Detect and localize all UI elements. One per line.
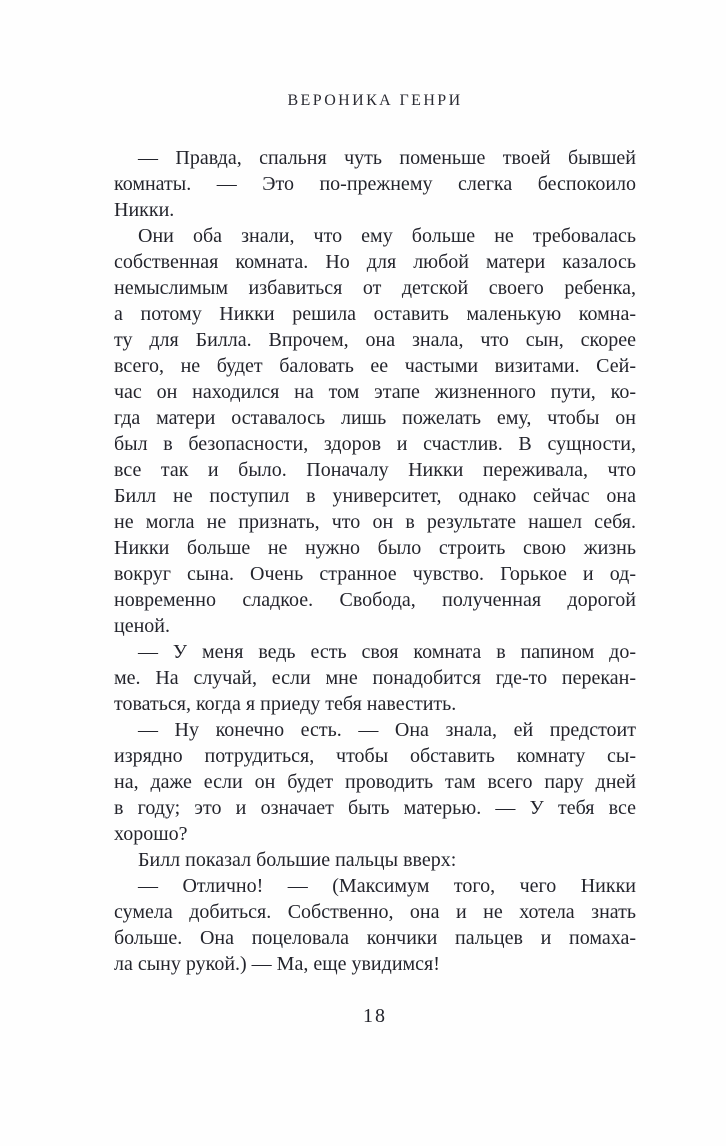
text-line: — Ну конечно есть. — Она знала, ей предстоит [138,719,636,741]
text-line: вокруг сына. Очень странное чувство. Горькое и од- [114,563,636,585]
text-line: новременно сладкое. Свобода, полученная дорогой [114,589,636,611]
text-line: ту для Билла. Впрочем, она знала, что сын, скорее [114,329,636,351]
text-line: Они оба знали, что ему больше не требовалась [138,225,636,247]
text-block [114,145,636,977]
text-line: час он находился на том этапе жизненного пути, ко- [114,381,636,403]
paragraph [114,639,636,717]
text-line: ценой. [114,615,170,637]
paragraph [114,223,636,639]
text-line: гда матери оставалось лишь пожелать ему, чтобы он [114,407,636,429]
text-line: собственная комната. Но для любой матери казалось [114,251,636,273]
text-line: Билл не поступил в университет, однако сейчас она [114,485,636,507]
text-line: Никки больше не нужно было строить свою жизнь [114,537,636,559]
text-line: Билл показал большие пальцы вверх: [138,849,457,871]
text-line: ла сыну рукой.) — Ма, еще увидимся! [114,953,440,975]
text-line: изрядно потрудиться, чтобы обставить комнату сы- [114,745,636,767]
text-line: — Отлично! — (Максимум того, чего Никки [138,875,636,897]
text-line: в году; это и означает быть матерью. — У тебя все [114,797,636,819]
paragraph [114,873,636,977]
page-number: 18 [363,1005,387,1027]
text-line: — Правда, спальня чуть поменьше твоей бывшей [138,147,636,169]
text-line: на, даже если он будет проводить там всего пару дней [114,771,636,793]
text-line: товаться, когда я приеду тебя навестить. [114,693,457,715]
text-line: не могла не признать, что он в результате нашел себя. [114,511,636,533]
text-line: ме. На случай, если мне понадобится где-то перекан- [114,667,636,689]
paragraph [114,847,636,873]
text-line: был в безопасности, здоров и счастлив. В сущности, [114,433,636,455]
text-line: всего, не будет баловать ее частыми визитами. Сей- [114,355,636,377]
text-line: а потому Никки решила оставить маленькую комна- [114,303,636,325]
text-line: — У меня ведь есть своя комната в папином до- [138,641,636,663]
paragraph [114,145,636,223]
paragraph [114,717,636,847]
text-line: Никки. [114,199,175,221]
text-line: все так и было. Поначалу Никки переживала, что [114,459,636,481]
text-line: комнаты. — Это по-прежнему слегка беспокоило [114,173,636,195]
text-line: немыслимым избавиться от детской своего ребенка, [114,277,636,299]
text-line: сумела добиться. Собственно, она и не хотела знать [114,901,636,923]
running-header: ВЕРОНИКА ГЕНРИ [287,92,463,109]
text-line: больше. Она поцеловала кончики пальцев и помаха- [114,927,636,949]
text-line: хорошо? [114,823,188,845]
